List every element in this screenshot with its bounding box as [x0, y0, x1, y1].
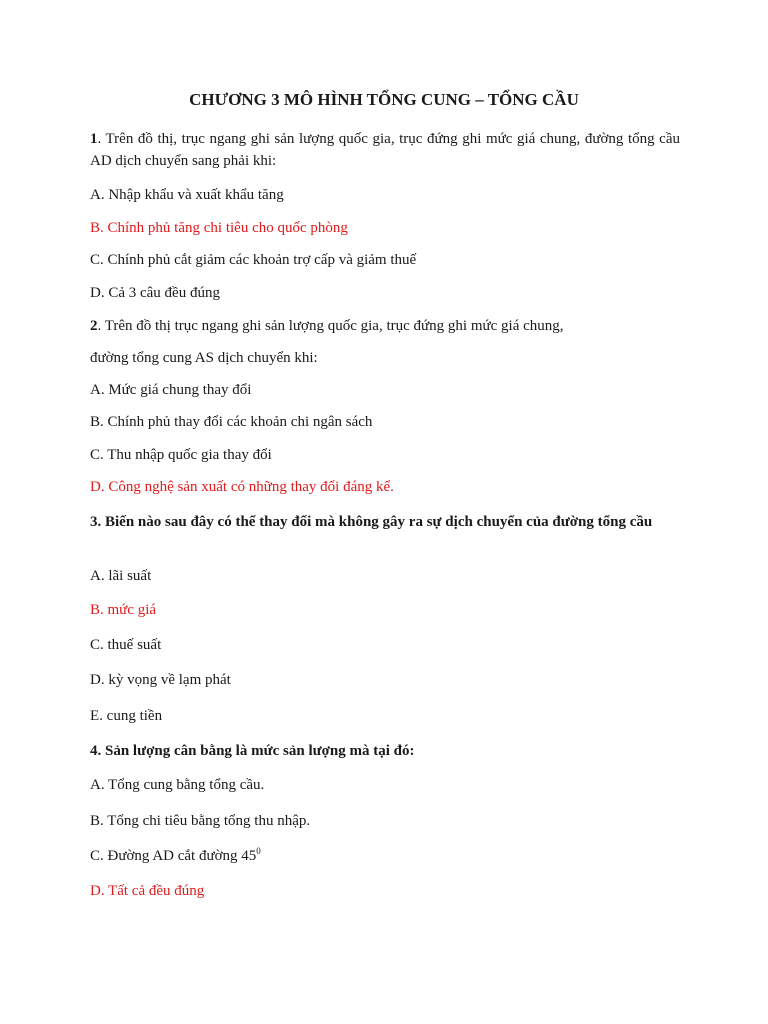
q2-option-d-answer: D. Công nghệ sản xuất có những thay đổi đáng kể.	[90, 479, 394, 495]
q4-option-a: A. Tổng cung bằng tổng cầu.	[90, 777, 265, 793]
question-1	[90, 128, 680, 172]
q2-option-a: A. Mức giá chung thay đổi	[90, 382, 252, 398]
chapter-title: CHƯƠNG 3 MÔ HÌNH TỔNG CUNG – TỔNG CẦU	[189, 90, 579, 109]
question-2	[90, 315, 680, 337]
q4-option-c-text: C. Đường AD cắt đường 45	[90, 848, 257, 864]
q3-option-e: E. cung tiền	[90, 708, 163, 724]
question-2-text-line1: . Trên đồ thị trục ngang ghi sản lượng quốc gia, trục đứng ghi mức giá chung,	[97, 318, 564, 334]
q4-option-b: B. Tổng chi tiêu bằng tổng thu nhập.	[90, 813, 311, 829]
q4-option-c	[90, 845, 680, 867]
q1-option-b-answer: B. Chính phủ tăng chi tiêu cho quốc phòng	[90, 220, 348, 236]
q1-option-c: C. Chính phủ cắt giảm các khoản trợ cấp và giảm thuế	[90, 252, 417, 268]
degree-superscript: 0	[256, 846, 261, 856]
q2-option-c: C. Thu nhập quốc gia thay đổi	[90, 447, 272, 463]
q3-option-c: C. thuế suất	[90, 637, 162, 653]
q1-option-d: D. Cả 3 câu đều đúng	[90, 285, 220, 301]
question-1-text: . Trên đồ thị, trục ngang ghi sản lượng quốc gia, trục đứng ghi mức giá chung, đường tổng cầu AD dịch chuyển sang phải khi:	[90, 131, 680, 169]
question-1-number: 1	[90, 131, 98, 147]
q3-option-b-answer: B. mức giá	[90, 602, 157, 618]
question-4: 4. Sản lượng cân bằng là mức sản lượng mà tại đó:	[90, 743, 415, 759]
q2-option-b: B. Chính phủ thay đổi các khoản chi ngân sách	[90, 414, 373, 430]
question-2-text-line2: đường tổng cung AS dịch chuyển khi:	[90, 350, 318, 366]
q3-option-d: D. kỳ vọng về lạm phát	[90, 672, 231, 688]
q1-option-a: A. Nhập khẩu và xuất khẩu tăng	[90, 187, 284, 203]
q3-option-a: A. lãi suất	[90, 568, 152, 584]
q4-option-d-answer: D. Tất cả đều đúng	[90, 883, 205, 899]
question-2-number: 2	[90, 318, 98, 334]
question-3: 3. Biến nào sau đây có thể thay đổi mà không gây ra sự dịch chuyển của đường tổng cầu	[90, 514, 653, 530]
